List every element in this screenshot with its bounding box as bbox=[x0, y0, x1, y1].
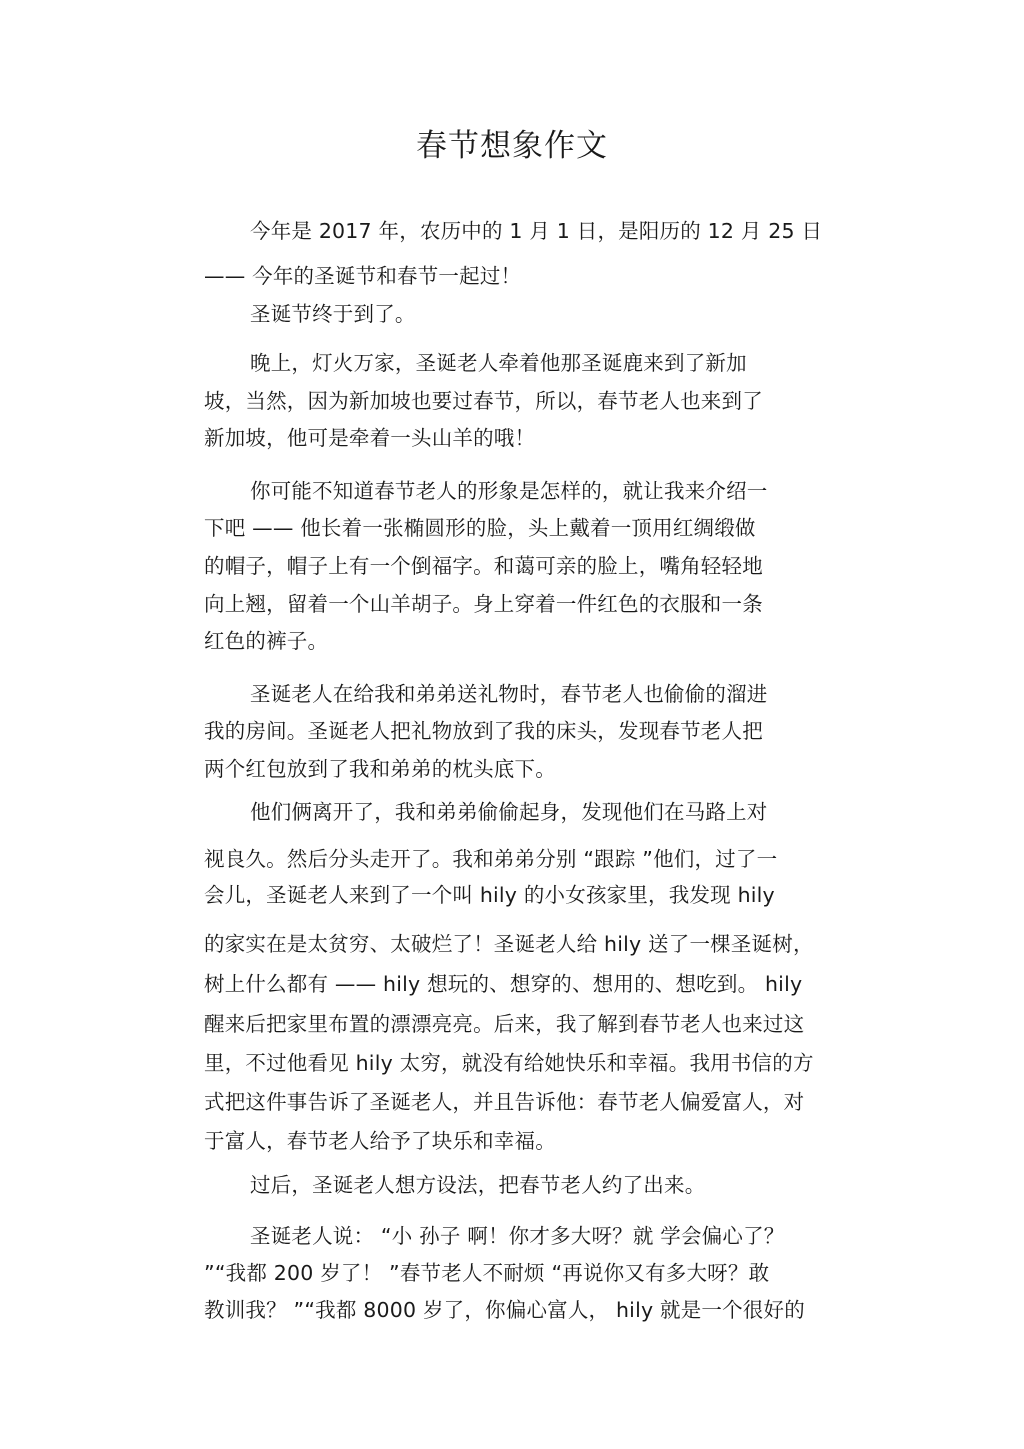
text-line: 我的房间。圣诞老人把礼物放到了我的床头，发现春节老人把 bbox=[204, 719, 763, 743]
text-line: 过后，圣诞老人想方设法，把春节老人约了出来。 bbox=[250, 1173, 706, 1197]
text-line: 两个红包放到了我和弟弟的枕头底下。 bbox=[204, 757, 556, 781]
text-line: 的家实在是太贫穷、太破烂了！圣诞老人给 hily 送了一棵圣诞树， bbox=[204, 932, 814, 956]
text-line: 里，不过他看见 hily 太穷，就没有给她快乐和幸福。我用书信的方 bbox=[204, 1051, 814, 1075]
text-line: 他们俩离开了，我和弟弟偷偷起身，发现他们在马路上对 bbox=[250, 800, 768, 824]
text-line: 坡，当然，因为新加坡也要过春节，所以，春节老人也来到了 bbox=[204, 389, 763, 413]
text-line: 晚上，灯火万家，圣诞老人牵着他那圣诞鹿来到了新加 bbox=[250, 351, 747, 375]
text-line: 于富人，春节老人给予了块乐和幸福。 bbox=[204, 1129, 556, 1153]
text-line: 红色的裤子。 bbox=[204, 629, 329, 653]
text-line: 新加坡，他可是牵着一头山羊的哦！ bbox=[204, 426, 536, 450]
text-line: 醒来后把家里布置的漂漂亮亮。后来，我了解到春节老人也来过这 bbox=[204, 1012, 805, 1036]
text-line: 式把这件事告诉了圣诞老人，并且告诉他：春节老人偏爱富人，对 bbox=[204, 1090, 805, 1114]
text-line: 下吧 —— 他长着一张椭圆形的脸，头上戴着一顶用红绸缎做 bbox=[204, 516, 756, 540]
text-line: 圣诞老人在给我和弟弟送礼物时，春节老人也偷偷的溜进 bbox=[250, 682, 768, 706]
text-line: 圣诞老人说： “小 孙子 啊！你才多大呀？就 学会偏心了？ bbox=[250, 1224, 785, 1248]
text-line: 向上翘，留着一个山羊胡子。身上穿着一件红色的衣服和一条 bbox=[204, 592, 763, 616]
text-line: 你可能不知道春节老人的形象是怎样的，就让我来介绍一 bbox=[250, 479, 768, 503]
text-line: 树上什么都有 —— hily 想玩的、想穿的、想用的、想吃到。 hily bbox=[204, 972, 803, 996]
text-line: ”“我都 200 岁了！ ”春节老人不耐烦 “再说你又有多大呀？敢 bbox=[204, 1261, 770, 1285]
text-line: —— 今年的圣诞节和春节一起过！ bbox=[204, 264, 522, 288]
text-line: 今年是 2017 年，农历中的 1 月 1 日，是阳历的 12 月 25 日 bbox=[250, 219, 823, 243]
text-line: 圣诞节终于到了。 bbox=[250, 302, 416, 326]
text-line: 的帽子，帽子上有一个倒福字。和蔼可亲的脸上，嘴角轻轻地 bbox=[204, 554, 763, 578]
text-line: 教训我？ ”“我都 8000 岁了，你偏心富人， hily 就是一个很好的 bbox=[204, 1298, 805, 1322]
document-title: 春节想象作文 bbox=[416, 128, 608, 164]
text-line: 视良久。然后分头走开了。我和弟弟分别 “跟踪 ”他们，过了一 bbox=[204, 847, 778, 871]
text-line: 会儿，圣诞老人来到了一个叫 hily 的小女孩家里，我发现 hily bbox=[204, 883, 775, 907]
